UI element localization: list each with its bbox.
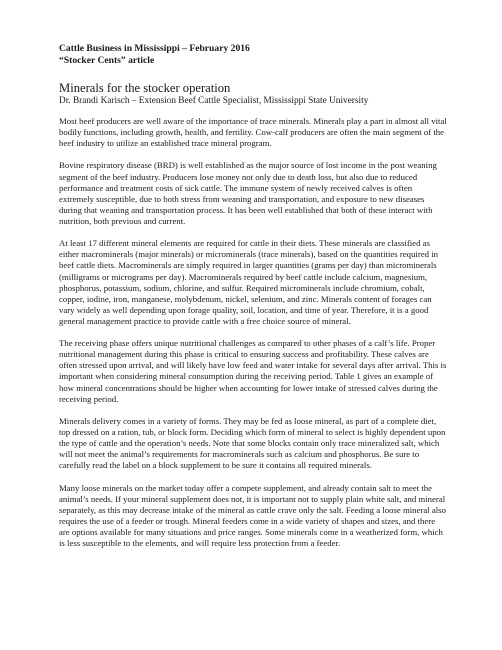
paragraph: The receiving phase offers unique nutritional challenges as compared to other phases of a calf’s life. Proper nutritional management during this phase is critical to ensuring success and profitability. These calves are often stressed upon arrival, and will likely have low feed and water intake for several days after arrival. This is important when considering mineral consumption during the receiving period. Table 1 gives an example of how mineral concentrations should be higher when accounting for lower intake of stressed calves during the receiving period. [59, 338, 447, 404]
article-body [59, 116, 447, 549]
article-title: Minerals for the stocker operation [59, 81, 231, 95]
publication-line: Cattle Business in Mississippi – February 2016 [59, 43, 250, 54]
article-series-line: “Stocker Cents” article [59, 54, 155, 66]
article-author: Dr. Brandi Karisch – Extension Beef Cattle Specialist, Mississippi State University [59, 96, 369, 106]
paragraph: Many loose minerals on the market today offer a compete supplement, and already contain salt to meet the animal’s needs. If your mineral supplement does not, it is important not to supply plain white salt, and mineral separately, as this may decrease intake of the mineral as cattle crave only the salt. Feeding a loose mineral also requires the use of a feeder or trough. Mineral feeders come in a wide variety of shapes and sizes, and there are options available for many situations and price ranges. Some minerals come in a weatherized form, which is less susceptible to the elements, and will require less protection from a feeder. [59, 482, 446, 549]
paragraph: Bovine respiratory disease (BRD) is well established as the major source of lost income in the post weaning segment of the beef industry. Producers lose money not only due to death loss, but also due to reduced performance and treatment costs of sick cattle. The immune system of newly received calves is often extremely susceptible, due to both stress from weaning and transportation, and exposure to new diseases during that weaning and transportation process. It has been well established that both of these interact with nutrition, both previous and current. [59, 160, 437, 226]
paragraph: Most beef producers are well aware of the importance of trace minerals. Minerals play a part in almost all vital bodily functions, including growth, health, and fertility. Cow-calf producers are often the main segment of the beef industry to utilize an established trace mineral program. [59, 116, 447, 149]
paragraph: Minerals delivery comes in a variety of forms. They may be fed as loose mineral, as part of a complete diet, top dressed on a ration, tub, or block form. Deciding which form of mineral to select is highly dependent upon the type of cattle and the operation’s needs. Note that some blocks contain only trace mineralized salt, which will not meet the animal’s requirements for macrominerals such as calcium and phosphorus. Be sure to carefully read the label on a block supplement to be sure it contains all required minerals. [59, 415, 446, 471]
paragraph: At least 17 different mineral elements are required for cattle in their diets. These minerals are classified as either macrominerals (major minerals) or microminerals (trace minerals), based on the quantities required in beef cattle diets. Macrominerals are simply required in larger quantities (grams per day) than microminerals (milligrams or micrograms per day). Macrominerals required by beef cattle include calcium, magnesium, phosphorus, potassium, sodium, chlorine, and sulfur. Required microminerals include chromium, cobalt, copper, iodine, iron, manganese, molybdenum, nickel, selenium, and zinc. Minerals content of forages can vary widely as well depending upon forage quality, soil, location, and time of year. Therefore, it is a good general management practice to provide cattle with a free choice source of mineral. [59, 238, 439, 326]
publication-header [59, 43, 459, 66]
